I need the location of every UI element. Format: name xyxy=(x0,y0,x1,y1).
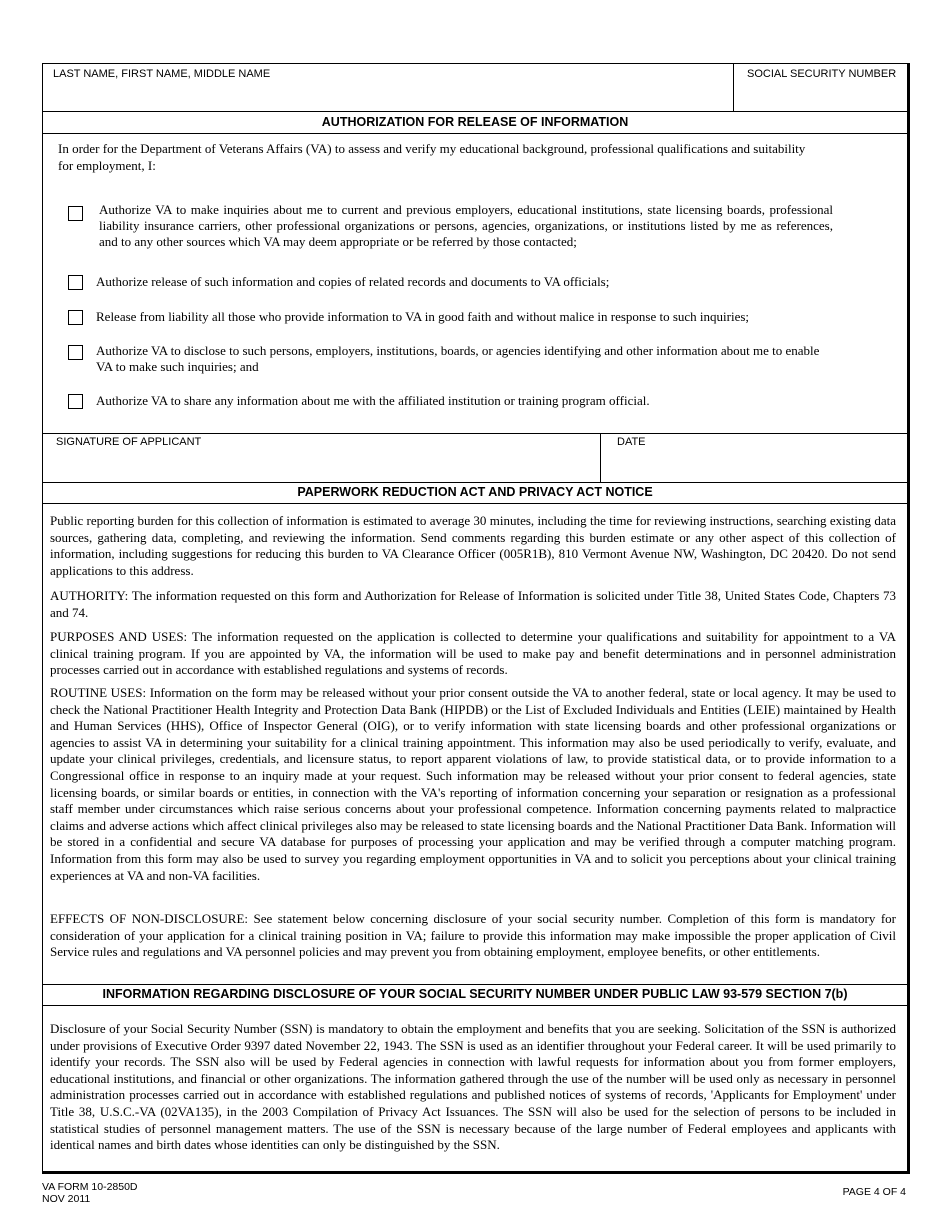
ssn-disclosure-paragraph: Disclosure of your Social Security Number (SSN) is mandatory to obtain the employment and benefits that you are seeking. Solicitation of the SSN is authorized under provisions of Executive Order 9397 dated November 22, 1943. The SSN is used as an identifier throughout your Federal career. It will be used primarily to identify your records. The SSN also will be used by Federal agencies in connection with lawful requests for information about you from former employers, educational institutions, and financial or other organizations. The information gathered through the use of the number will be used only as necessary in personnel administration processes carried out in accordance with established regulations and published notices of systems of records, 'Applicants for Employment' under Title 38, U.S.C.-VA (02VA135), in the 2003 Compilation of Privacy Act Issuances. The SSN will also be used for the selection of persons to be included in statistical studies of personnel management matters. The use of the SSN is necessary because of the large number of Federal employees and applicants with identical names and birth dates whose identities can only be distinguished by the SSN. xyxy=(50,1021,896,1153)
privacy-heading: PAPERWORK REDUCTION ACT AND PRIVACY ACT NOTICE xyxy=(297,485,653,499)
divider xyxy=(43,482,907,483)
authorize-share-checkbox[interactable] xyxy=(68,394,83,409)
form-date: NOV 2011 xyxy=(42,1193,91,1205)
checkbox-label: Release from liability all those who provide information to VA in good faith and without malice in response to such inquiries; xyxy=(96,309,750,324)
authorize-disclose-checkbox[interactable] xyxy=(68,345,83,360)
name-field[interactable] xyxy=(43,64,733,111)
checkbox-label: Authorize VA to make inquiries about me to current and previous employers, educational institutions, state licensing boards, professional liability insurance carriers, other professional organizations or persons, agencies, organizations, or institutions listed by me as references, and to any other sources which VA may deem appropriate or be referred by those contacted; xyxy=(99,202,833,249)
divider xyxy=(43,133,907,134)
effects-paragraph: EFFECTS OF NON-DISCLOSURE: See statement below concerning disclosure of your social security number. Completion of this form is mandatory for consideration of your application for a clinical training position in VA; failure to provide this information may make impossible the proper application of Civil Service rules and regulations and VA personnel policies and may prevent you from obtaining employment, employee benefits, or other entitlements. xyxy=(50,911,896,960)
date-label: DATE xyxy=(617,436,646,448)
va-form-page xyxy=(42,63,910,1174)
authorize-inquiries-checkbox[interactable] xyxy=(68,206,83,221)
checkbox-label: Authorize VA to share any information about me with the affiliated institution or training program official. xyxy=(96,393,650,408)
divider xyxy=(43,503,907,504)
signature-label: SIGNATURE OF APPLICANT xyxy=(56,436,202,448)
form-number xyxy=(42,1181,138,1205)
date-field[interactable] xyxy=(602,435,905,482)
ssn-label: SOCIAL SECURITY NUMBER xyxy=(747,68,897,80)
authorize-release-checkbox[interactable] xyxy=(68,275,83,290)
ssn-field[interactable] xyxy=(735,64,905,111)
purposes-paragraph: PURPOSES AND USES: The information requested on the application is collected to determine your qualifications and suitability for appointment to a VA clinical training program. If you are appointed by VA, the information will be used to make pay and benefit determinations and in personnel administration processes carried out in accordance with established regulations and systems of records. xyxy=(50,629,896,678)
name-label: LAST NAME, FIRST NAME, MIDDLE NAME xyxy=(53,68,271,80)
burden-paragraph: Public reporting burden for this collection of information is estimated to average 30 minutes, including the time for reviewing instructions, searching existing data sources, gathering data, completing, and reviewing the information. Send comments regarding this burden estimate or any other aspect of this collection of information, including suggestions for reducing this burden to VA Clearance Officer (005R1B), 810 Vermont Avenue NW, Washington, DC 20420. Do not send applications to this address. xyxy=(50,513,896,578)
divider xyxy=(43,433,907,434)
divider xyxy=(43,1005,907,1006)
authorization-heading: AUTHORIZATION FOR RELEASE OF INFORMATION xyxy=(321,115,629,129)
page-number: PAGE 4 OF 4 xyxy=(842,1186,906,1198)
checkbox-label: Authorize release of such information and copies of related records and documents to VA officials; xyxy=(96,274,610,289)
release-liability-checkbox[interactable] xyxy=(68,310,83,325)
ssn-disclosure-heading: INFORMATION REGARDING DISCLOSURE OF YOUR SOCIAL SECURITY NUMBER UNDER PUBLIC LAW 93-579 SECTION 7(b) xyxy=(102,987,848,1001)
divider xyxy=(733,64,734,111)
signature-field[interactable] xyxy=(43,435,600,482)
routine-uses-paragraph: ROUTINE USES: Information on the form may be released without your prior consent outside the VA to another federal, state or local agency. It may be used to check the National Practitioner Health Integrity and Protection Data Bank (HIPDB) or the List of Excluded Individuals and Entities (LEIE) maintained by Health and Human Services (HHS), Office of Inspector General (OIG), or to verify information with state licensing boards and other professional organizations or agencies to assist VA in determining your suitability for a clinical training appointment. This information may also be used periodically to verify, evaluate, and update your clinical privileges, credentials, and licensure status, to report apparent violations of law, to provide statistical data, or to provide information to a Congressional office in response to an inquiry made at your request. Such information may be released without your prior consent to federal agencies, state licensing boards, or similar boards or entities, in connection with the VA's reporting of information concerning your separation or resignation as a professional staff member under circumstances which raise serious concerns about your professional competence. Information concerning payments related to malpractice claims and adverse actions which affect clinical privileges also may be released to state licensing boards and the National Practitioner Data Bank. Information will be stored in a confidential and secure VA database for purposes of processing your application and may be verified through a computer matching program. Information from this form may also be used to survey you regarding employment opportunities in VA and to solicit you perceptions about your clinical training experiences at VA and non-VA facilities. xyxy=(50,685,896,883)
checkbox-label: Authorize VA to disclose to such persons, employers, institutions, boards, or agencies identifying and other information about me to enable VA to make such inquiries; and xyxy=(96,343,820,374)
divider xyxy=(600,433,601,482)
divider xyxy=(43,984,907,985)
divider xyxy=(43,111,907,112)
authorization-intro: In order for the Department of Veterans Affairs (VA) to assess and verify my educational background, professional qualifications and suitability for employment, I: xyxy=(58,141,806,173)
form-number-text: VA FORM 10-2850D xyxy=(42,1181,138,1193)
authority-paragraph: AUTHORITY: The information requested on this form and Authorization for Release of Information is solicited under Title 38, United States Code, Chapters 73 and 74. xyxy=(50,588,896,620)
